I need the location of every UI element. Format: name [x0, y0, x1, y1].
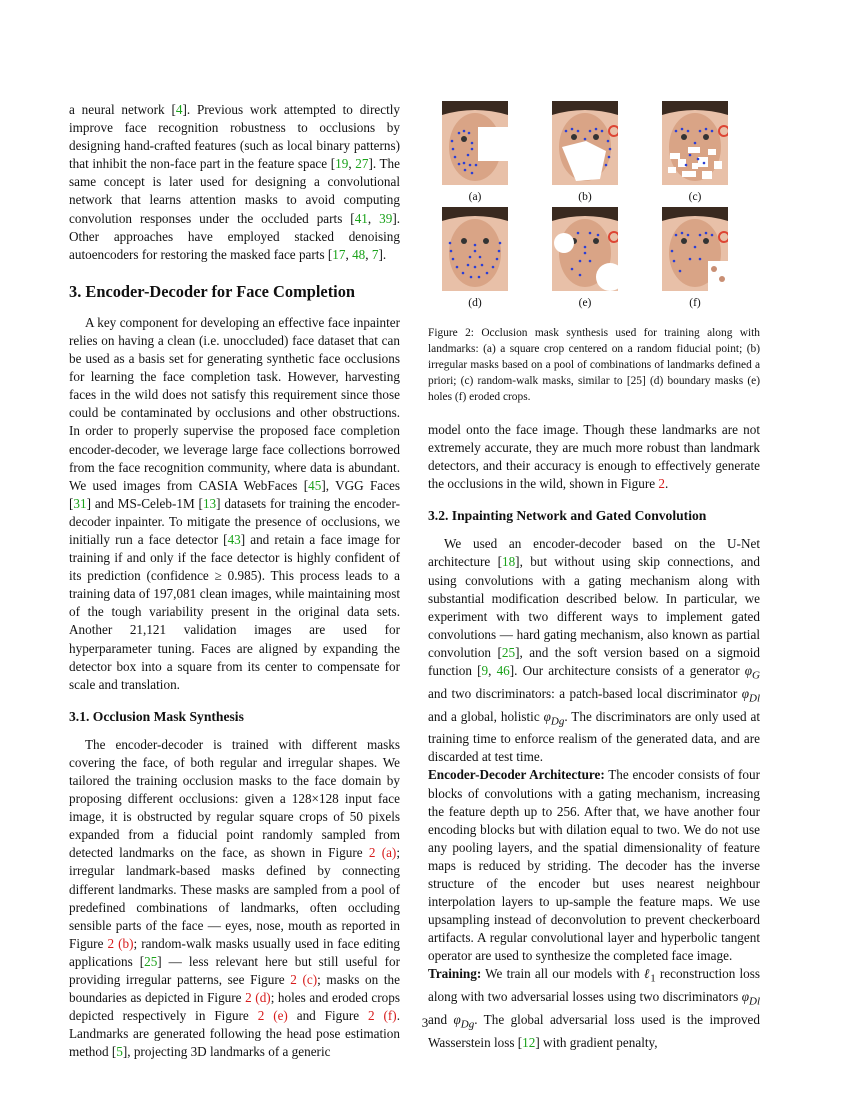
subfigure-ref-link[interactable]: (a) — [381, 845, 397, 861]
face-image-f — [662, 207, 728, 291]
figure-ref-link[interactable]: 2 — [658, 476, 665, 492]
left-column — [69, 101, 400, 1062]
figure-2 — [428, 101, 760, 421]
citation-link[interactable]: 25 — [144, 953, 158, 969]
subfigure-ref-link[interactable]: (e) — [273, 1008, 288, 1024]
face-boundary-mask-image — [442, 207, 508, 291]
face-image-b — [552, 101, 618, 185]
citation-link[interactable]: 17 — [332, 246, 346, 262]
citation-link[interactable]: 9 — [481, 663, 489, 679]
figure-ref-link[interactable]: 2 — [107, 935, 115, 951]
math-subscript: Dg — [550, 715, 565, 728]
sublabel-e: (e) — [578, 297, 592, 309]
citation-link[interactable]: 39 — [379, 210, 393, 226]
math-phi: φ — [741, 989, 749, 1005]
face-eroded-crop-image — [662, 207, 728, 291]
sublabel-c: (c) — [688, 191, 702, 203]
right-column — [428, 101, 760, 1052]
section-3-1-heading: 3.1. Occlusion Mask Synthesis — [69, 708, 244, 724]
section-3-2-paragraph: We used an encoder-decoder based on the U-Net architecture [18], but without using skip connections, and using convolutions with a gating mechanism along with substantial modification described below. In particular, we experiment with two different ways to implement gated convolutions — hard gating mechanism, also known as partial convolution [25], and the soft version based on a sigmoid function [9, 46]. Our architecture consists of a generator $\varphi_G$ and two discriminators: a patch-based local discriminator $\varphi_{Dl}$ and a global, holistic $\varphi_{Dg}$. The discriminators are only used at training time to enforce realism of the generated data, and are discarded at test time. — [428, 536, 760, 765]
citation-link[interactable]: 12 — [522, 1034, 536, 1050]
figure-ref-link[interactable]: 2 — [368, 845, 376, 861]
encoder-decoder-label: Encoder-Decoder Architecture: — [428, 767, 605, 783]
math-subscript: Dl — [749, 692, 760, 705]
figure-2-caption: Figure 2: Occlusion mask synthesis used for training along with landmarks: (a) a square crop centered on a random fiducial point; (b) irregular masks based on a pool of combinations of landmarks defined a priori; (c) random-walk masks, similar to [25] (d) boundary masks (e) holes (f) eroded crops. — [428, 327, 760, 403]
section-3-2-heading: 3.2. Inpainting Network and Gated Convolution — [428, 508, 707, 524]
sublabel-d: (d) — [468, 297, 482, 309]
figure-ref-link[interactable]: 2 — [257, 1008, 265, 1024]
face-holes-mask-image — [552, 207, 618, 291]
subfigure-ref-link[interactable]: (f) — [383, 1008, 397, 1024]
face-square-mask-image — [442, 101, 508, 185]
subfigure-ref-link[interactable]: (b) — [118, 935, 134, 951]
math-subscript: 1 — [650, 973, 656, 986]
citation-link[interactable]: 27 — [355, 156, 369, 172]
citation-link[interactable]: 7 — [371, 246, 379, 262]
encoder-decoder-paragraph: Encoder-Decoder Architecture: The encoder consists of four blocks of convolutions with a gating mechanism, increasing the feature depth up to 256. After that, we have another four encoding blocks but with dilation equal to two. We do not use any pooling layers, and the spatial dimensionality of feature maps is reduced by striding. The decoder has the inverse structure of the encoder but uses nearest neighbour interpolation layers to up-sample the feature maps. We use upsampling instead of deconvolution to prevent checkerboard artifacts. A regular convolutional layer and hyperbolic tangent operator are used to synthesize the completed face image. — [428, 767, 761, 964]
face-irregular-mask-image — [552, 101, 618, 185]
training-label: Training: — [428, 966, 482, 982]
math-phi: φ — [741, 685, 749, 701]
figure-ref-link[interactable]: 2 — [290, 972, 297, 988]
citation-link[interactable]: 43 — [227, 531, 241, 547]
section-3-1-paragraph: The encoder-decoder is trained with different masks covering the face, of both regular and irregular shapes. We tailored the training occlusion masks to the face domain by proposing different occlusions: given a 128×128 input face image, it is obstructed by regular square crops of 50 pixels expanded from a fiducial point randomly sampled from detected landmarks on the face, as shown in Figure 2 (a); irregular landmark-based masks defined by connecting different landmarks. These masks are sampled from a pool of predefined combinations of landmarks, often occluding sensible parts of the face — eyes, nose, mouth as reported in Figure 2 (b); random-walk masks usually used in face editing applications [25] — less relevant here but still useful for providing irregular patterns, see Figure 2 (c); masks on the boundaries as depicted in Figure 2 (d); holes and eroded crops depicted respectively in Figure 2 (e) and Figure 2 (f). Landmarks are generated following the head pose estimation method [5], projecting 3D landmarks of a generic — [69, 736, 401, 1060]
math-ell: ℓ — [643, 966, 651, 982]
section-3-heading: 3. Encoder-Decoder for Face Completion — [69, 281, 356, 301]
face-image-a — [442, 101, 508, 185]
citation-link[interactable]: 46 — [496, 663, 510, 679]
training-paragraph: Training: We train all our models with ℓ$_1$ reconstruction loss along with two adversarial losses using two discriminators $\varphi_{Dl}$ and $\varphi_{Dg}$. The global adversarial loss used is the improved Wasserstein loss [12] with gradient penalty, — [428, 966, 760, 1050]
math-subscript: G — [752, 669, 760, 682]
citation-link[interactable]: 18 — [501, 554, 516, 570]
sublabel-f: (f) — [689, 297, 701, 309]
continued-paragraph: model onto the face image. Though these landmarks are not extremely accurate, they are much more robust than landmark detectors, and their accuracy is enough to effectively generate the occlusions in the wild, shown in Figure 2. — [428, 422, 760, 492]
face-image-e — [552, 207, 618, 291]
citation-link[interactable]: 4 — [175, 102, 183, 117]
figure-ref-link[interactable]: 2 — [245, 990, 252, 1006]
math-phi: φ — [744, 663, 753, 679]
sublabel-b: (b) — [578, 191, 592, 203]
math-subscript: Dl — [749, 995, 760, 1008]
citation-link[interactable]: 45 — [308, 477, 322, 493]
citation-link[interactable]: 19 — [335, 156, 349, 172]
math-phi: φ — [453, 1011, 461, 1027]
figure-ref-link[interactable]: 2 — [368, 1008, 375, 1024]
citation-link[interactable]: 48 — [352, 246, 366, 262]
subfigure-ref-link[interactable]: (c) — [302, 972, 318, 988]
citation-link[interactable]: 5 — [116, 1044, 123, 1060]
face-image-c — [662, 101, 728, 185]
subfigure-ref-link[interactable]: (d) — [255, 990, 271, 1006]
math-phi: φ — [543, 708, 551, 724]
citation-link[interactable]: 13 — [202, 495, 217, 511]
face-random-walk-mask-image — [662, 101, 728, 185]
intro-paragraph: a neural network [4]. Previous work attempted to directly improve face recognition robustness to occlusions by designing hand-crafted features (such as local binary patterns) that inhibit the non-face part in the feature space [19, 27]. The same concept is later used for designing a convolutional network that learns attention masks to avoid computing convolution responses under the occluded parts [41, 39]. Other approaches have employed stacked denoising autoencoders for restoring the masked face parts [17, 48, 7]. — [69, 102, 401, 262]
citation-link[interactable]: 31 — [73, 495, 87, 511]
math-subscript: Dg — [460, 1018, 475, 1031]
page-number: 3 — [421, 1015, 429, 1030]
citation-link[interactable]: 25 — [501, 644, 516, 660]
face-image-d — [442, 207, 508, 291]
section-3-paragraph: A key component for developing an effective face inpainter relies on having a clean (i.e. unoccluded) face dataset that can be used as a basis set for generating synthetic face occlusions for learning the face completion task. However, harvesting faces in the wild does not satisfy this requirement since those could be contaminated by occlusions and other obstructions. In order to properly supervise the proposed face completion encoder-decoder, we leverage large face collections borrowed from the face recognition community, where data is abundant. We used images from CASIA WebFaces [45], VGG Faces [31] and MS-Celeb-1M [13] datasets for training the encoder-decoder inpainter. To mitigate the presence of occlusions, we initially run a face detector [43] and retain a face image for training if and only if the face detector is highly confident of its prediction (confidence ≥ 0.985). This process leads to a training data of 197,081 clean images, while maintaining most of the tough variability present in the original data sets. Another 21,121 validation images are used for hyperparameter tuning. Faces are aligned by expanding the detector box into a square from its center to compensate for scale and translation. — [69, 314, 400, 692]
citation-link[interactable]: 41 — [354, 210, 368, 226]
sublabel-a: (a) — [468, 191, 482, 203]
